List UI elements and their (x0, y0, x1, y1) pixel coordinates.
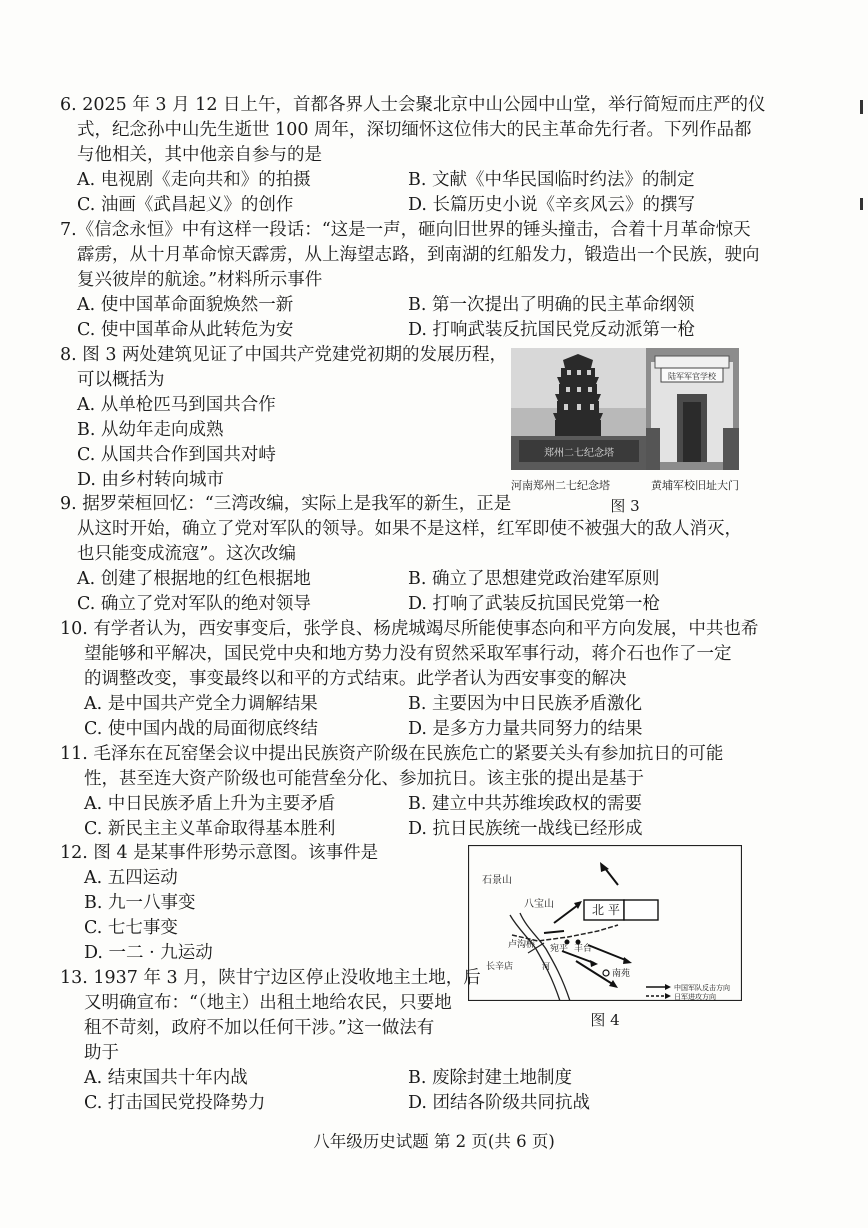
option-c[interactable]: C. 使中国革命从此转危为安 (77, 320, 294, 340)
legend-label: 日军进攻方向 (674, 993, 716, 1001)
option-b[interactable]: B. 确立了思想建党政治建军原则 (408, 569, 660, 589)
figure-4-label: 图 4 (590, 1011, 620, 1029)
figure-4-map (468, 845, 742, 1001)
option-c[interactable]: C. 使中国内战的局面彻底终结 (84, 719, 318, 739)
option-b[interactable]: B. 第一次提出了明确的民主革命纲领 (408, 295, 695, 315)
question-stem-line: 12. 图 4 是某事件形势示意图。该事件是 (60, 843, 379, 863)
photo-inscription: 郑州二七纪念塔 (544, 448, 614, 459)
option-b[interactable]: B. 主要因为中日民族矛盾激化 (408, 694, 642, 714)
option-d[interactable]: D. 打响武装反抗国民党反动派第一枪 (408, 320, 696, 340)
question-6 (60, 93, 766, 218)
option-a[interactable]: A. 从单枪匹马到国共合作 (77, 395, 276, 415)
legend-label: 中国军队反击方向 (674, 984, 730, 992)
question-stem-line: 的调整改变，事变最终以和平的方式结束。此学者认为西安事变的解决 (84, 669, 627, 689)
caption-left: 河南郑州二七纪念塔 (511, 479, 610, 492)
place-label: 北 平 (592, 903, 620, 917)
option-b[interactable]: B. 从幼年走向成熟 (77, 420, 224, 440)
place-label: 河 (542, 962, 550, 971)
place-label: 长辛店 (486, 962, 514, 972)
option-c[interactable]: C. 油画《武昌起义》的创作 (77, 195, 294, 215)
option-b[interactable]: B. 文献《中华民国临时约法》的制定 (408, 170, 695, 190)
option-d[interactable]: D. 打响了武装反抗国民党第一枪 (408, 594, 661, 614)
option-c[interactable]: C. 新民主主义革命取得基本胜利 (84, 819, 336, 839)
question-stem-line: 又明确宣布：“（地主）出租土地给农民，只要地 (84, 993, 452, 1013)
figure-3-label: 图 3 (610, 497, 640, 515)
question-stem-line: 与他相关，其中他亲自参与的是 (77, 145, 322, 165)
option-b[interactable]: B. 建立中共苏维埃政权的需要 (408, 794, 642, 814)
option-b[interactable]: B. 废除封建土地制度 (408, 1068, 572, 1088)
scan-edge-mark (860, 100, 863, 114)
caption-right: 黄埔军校旧址大门 (651, 479, 739, 492)
option-c[interactable]: C. 七七事变 (84, 918, 178, 938)
question-stem-line: 霹雳，从十月革命惊天霹雳，从上海望志路，到南湖的红船发力，锻造出一个民族，驶向 (77, 245, 760, 265)
question-9 (60, 492, 742, 617)
place-label: 丰台 (574, 944, 593, 954)
option-a[interactable]: A. 结束国共十年内战 (84, 1068, 248, 1088)
question-stem-line: 6. 2025 年 3 月 12 日上午，首都各界人士会聚北京中山公园中山堂，举行简短而庄严的仪 (60, 95, 766, 115)
question-stem-line: 11. 毛泽东在瓦窑堡会议中提出民族资产阶级在民族危亡的紧要关头有参加抗日的可能 (60, 744, 724, 764)
option-d[interactable]: D. 一二 · 九运动 (84, 943, 213, 963)
question-8 (60, 343, 507, 493)
option-d[interactable]: D. 长篇历史小说《辛亥风云》的撰写 (408, 195, 696, 215)
question-stem-line: 性，甚至连大资产阶级也可能营垒分化、参加抗日。该主张的提出是基于 (84, 769, 644, 789)
question-stem-line: 7.《信念永恒》中有这样一段话：“这是一声，砸向旧世界的锤头撞击，合着十月革命惊天 (60, 220, 751, 240)
option-d[interactable]: D. 团结各阶级共同抗战 (408, 1093, 591, 1113)
question-stem-line: 也只能变成流寇”。这次改编 (77, 544, 296, 564)
place-label: 八宝山 (524, 899, 554, 910)
gate-plaque: 陆军军官学校 (668, 372, 716, 381)
option-b[interactable]: B. 九一八事变 (84, 893, 196, 913)
scan-edge-mark (860, 198, 863, 210)
figure-3-caption (511, 477, 739, 493)
question-11 (60, 742, 723, 842)
figure-3 (511, 348, 739, 516)
question-7 (60, 218, 760, 343)
question-stem-line: 式，纪念孙中山先生逝世 100 周年，深切缅怀这位伟大的民主革命先行者。下列作品都 (77, 120, 752, 140)
option-d[interactable]: D. 由乡村转向城市 (77, 470, 225, 490)
option-a[interactable]: A. 使中国革命面貌焕然一新 (77, 295, 294, 315)
page-footer: 八年级历史试题 第 2 页(共 6 页) (313, 1132, 555, 1151)
place-label: 南苑 (612, 969, 631, 979)
figure-3-photos (511, 348, 739, 470)
question-10 (60, 617, 758, 742)
question-stem-line: 8. 图 3 两处建筑见证了中国共产党建党初期的发展历程， (60, 345, 508, 365)
question-12 (60, 841, 378, 966)
question-stem-line: 复兴彼岸的航途。”材料所示事件 (77, 270, 323, 290)
option-a[interactable]: A. 创建了根据地的红色根据地 (77, 569, 311, 589)
question-stem-line: 13. 1937 年 3 月，陕甘宁边区停止没收地主土地，后 (60, 968, 481, 988)
place-label: 宛平 (550, 944, 569, 954)
option-d[interactable]: D. 抗日民族统一战线已经形成 (408, 819, 643, 839)
question-stem-line: 从这时开始，确立了党对军队的领导。如果不是这样，红军即使不被强大的敌人消灭， (77, 519, 742, 539)
option-a[interactable]: A. 电视剧《走向共和》的拍摄 (77, 170, 311, 190)
question-stem-line: 可以概括为 (77, 370, 165, 390)
place-label: 卢沟桥 (508, 940, 536, 950)
option-a[interactable]: A. 中日民族矛盾上升为主要矛盾 (84, 794, 336, 814)
option-c[interactable]: C. 打击国民党投降势力 (84, 1093, 266, 1113)
option-c[interactable]: C. 确立了党对军队的绝对领导 (77, 594, 311, 614)
figure-4 (468, 845, 742, 1030)
question-stem-line: 望能够和平解决，国民党中央和地方势力没有贸然采取军事行动，蒋介石也作了一定 (84, 644, 732, 664)
question-stem-line: 10. 有学者认为，西安事变后，张学良、杨虎城竭尽所能使事态向和平方向发展，中共也希 (60, 619, 759, 639)
option-c[interactable]: C. 从国共合作到国共对峙 (77, 445, 276, 465)
option-a[interactable]: A. 五四运动 (84, 868, 178, 888)
option-a[interactable]: A. 是中国共产党全力调解结果 (84, 694, 318, 714)
question-stem-line: 9. 据罗荣桓回忆：“三湾改编，实际上是我军的新生，正是 (60, 494, 512, 514)
place-label: 石景山 (482, 875, 512, 886)
question-stem-line: 租不苛刻，政府不加以任何干涉。”这一做法有 (84, 1018, 435, 1038)
option-d[interactable]: D. 是多方力量共同努力的结果 (408, 719, 643, 739)
question-stem-line: 助于 (84, 1043, 119, 1063)
